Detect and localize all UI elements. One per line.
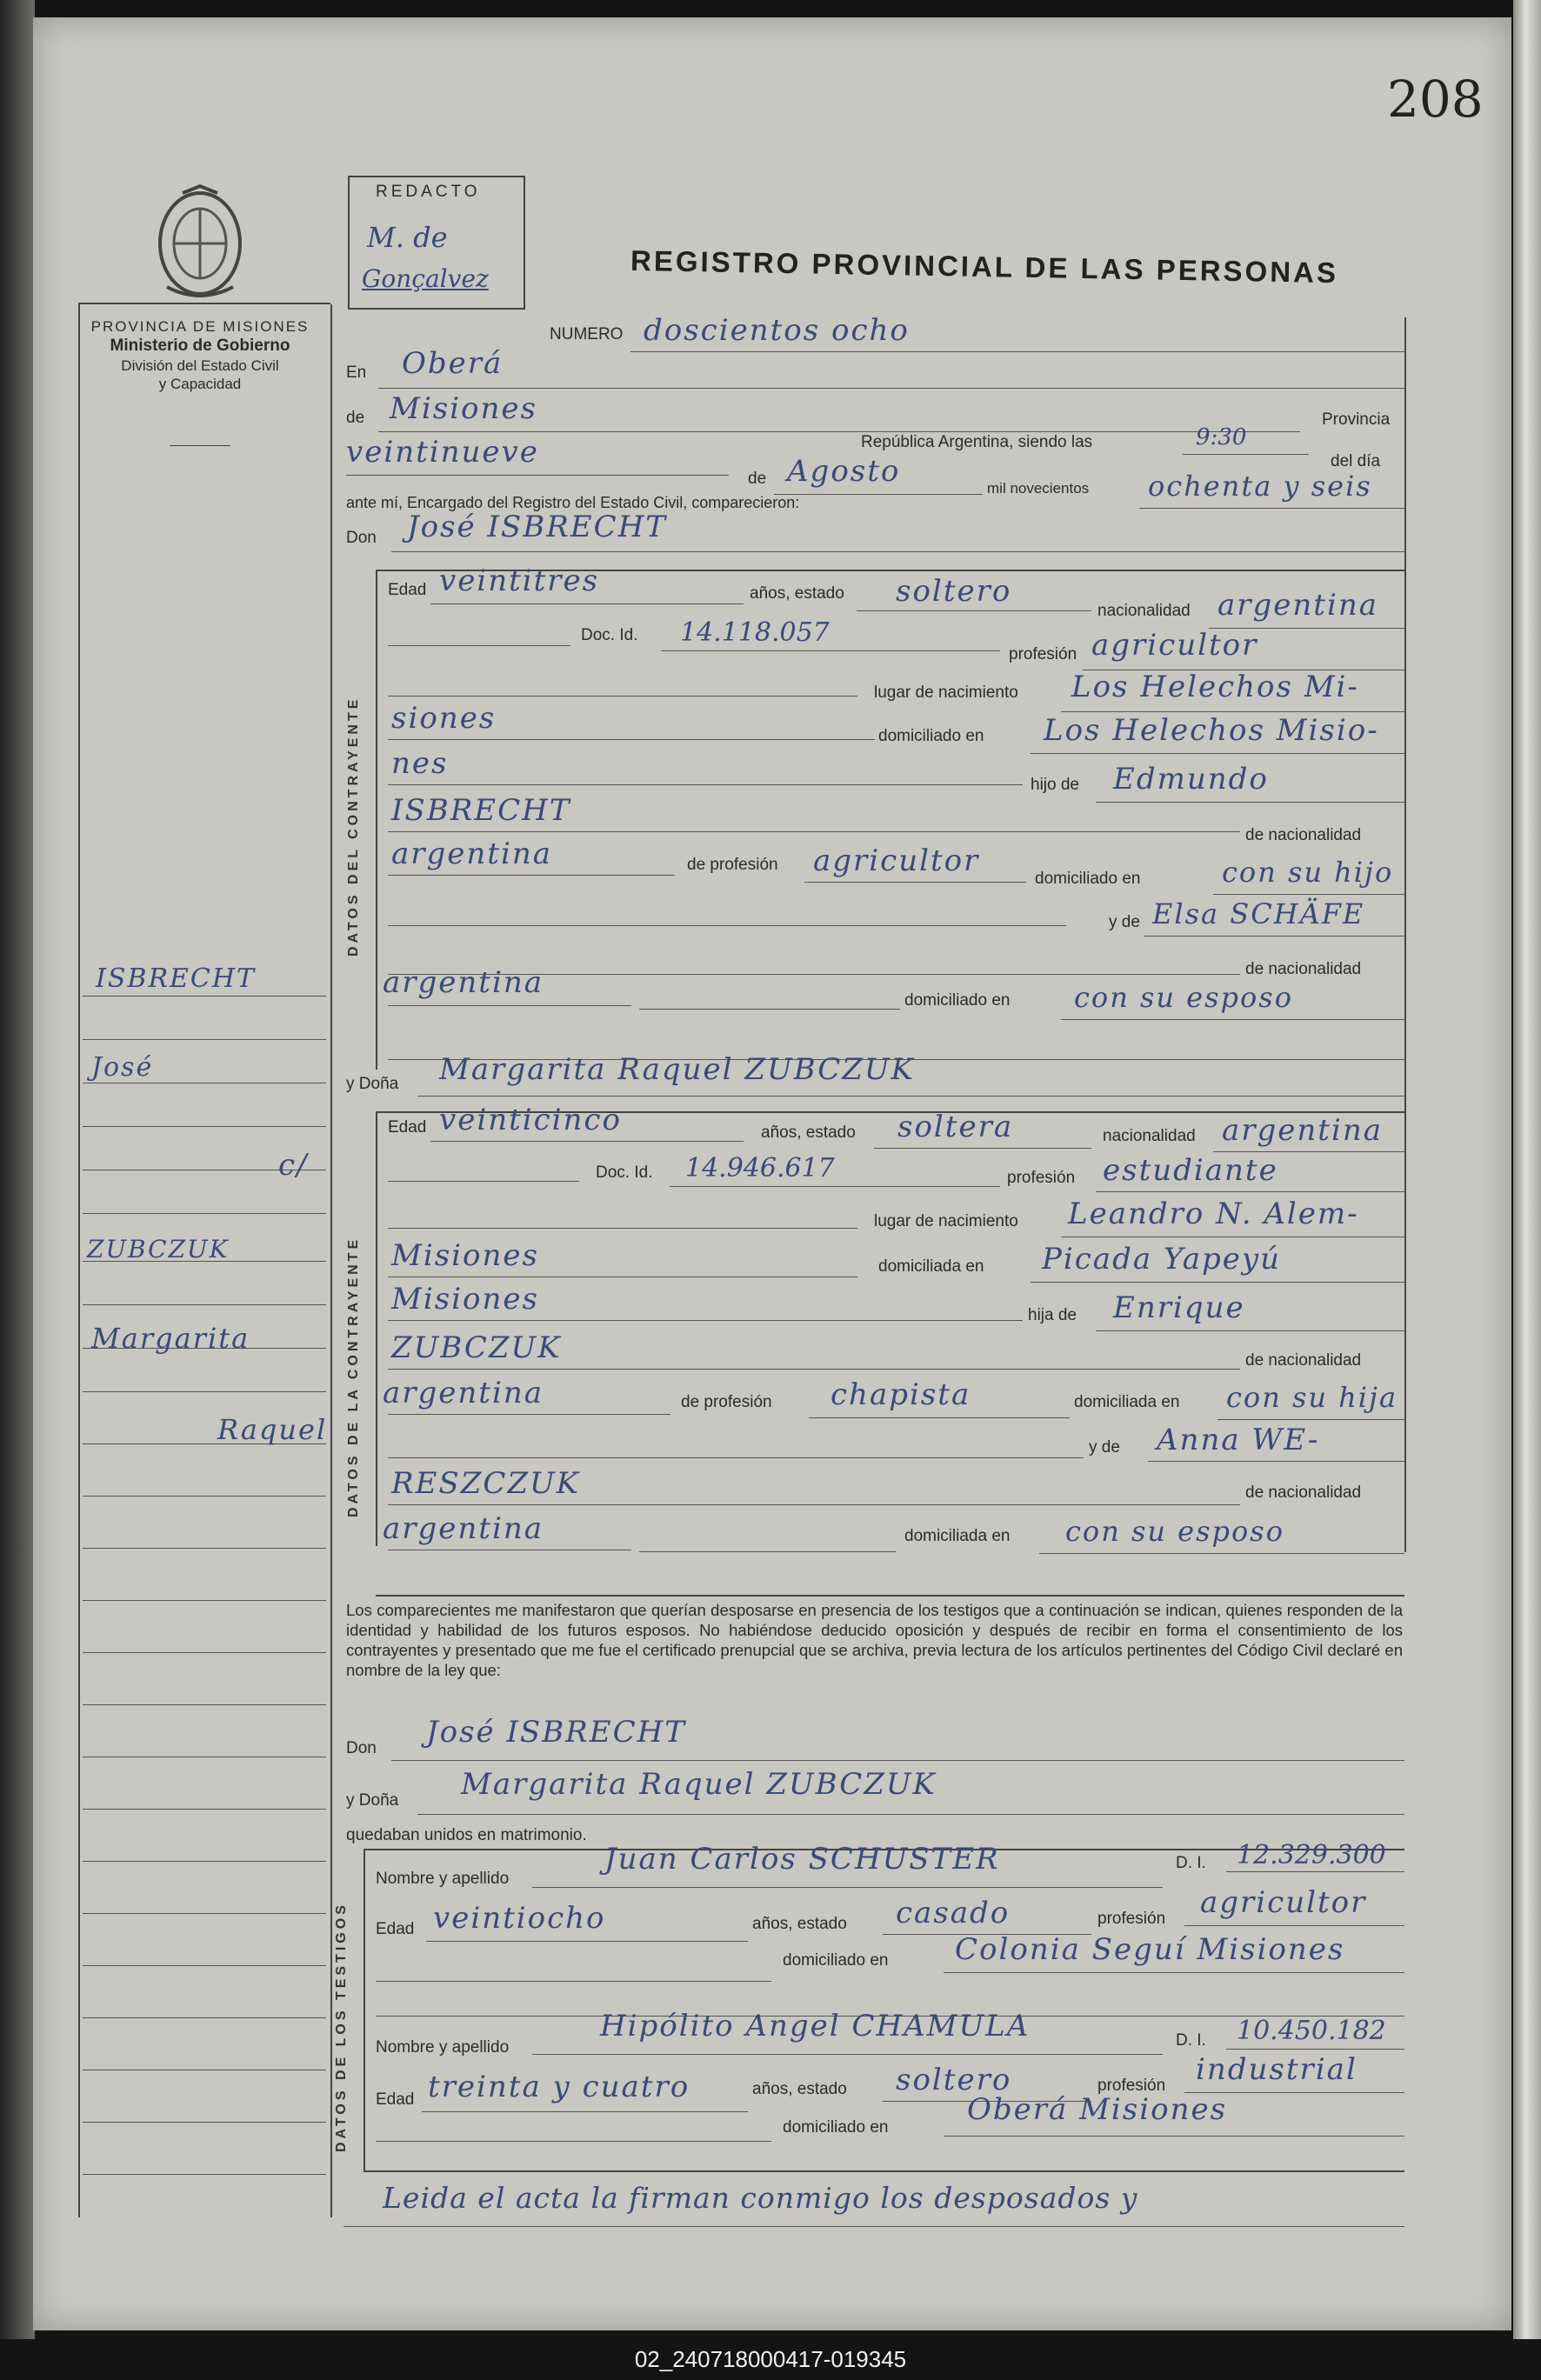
c1-padre-nac-value: argentina: [391, 837, 553, 871]
don-label: Don: [346, 529, 377, 547]
image-caption: 02_240718000417-019345: [634, 2346, 907, 2372]
c2-madre-value-2: RESZCZUK: [391, 1466, 581, 1501]
decl-don-value: José ISBRECHT: [426, 1715, 686, 1750]
c2-madre-dom-value: con su esposo: [1065, 1515, 1284, 1548]
c2-padre-prof-value: chapista: [831, 1377, 971, 1412]
c2-domicilio-value-1: Picada Yapeyú: [1042, 1242, 1281, 1277]
closing-text: Leida el acta la firman conmigo los desposados y: [383, 2181, 1138, 2215]
don-value: José ISBRECHT: [407, 510, 667, 544]
t2-nombre-value: Hipólito Angel CHAMULA: [600, 2009, 1031, 2043]
c2-padre-value-1: Enrique: [1113, 1290, 1245, 1325]
c1-padre-dom-value: con su hijo: [1222, 856, 1394, 889]
provincia-label: Provincia: [1322, 410, 1391, 429]
redacto-hand-2: Gonçalvez: [362, 264, 489, 293]
c1-lugar-value-1: Los Helechos Mi-: [1071, 670, 1359, 704]
c2-lugar-label: lugar de nacimiento: [874, 1212, 1018, 1230]
coat-of-arms-seal: [148, 183, 252, 304]
province-rule: [170, 445, 230, 446]
c1-padre-value-2: ISBRECHT: [391, 793, 571, 828]
t1-estado-label: años, estado: [752, 1915, 847, 1933]
section2-bottom-rule: [376, 1595, 1404, 1597]
margin-note-name-3: Raquel: [217, 1413, 328, 1446]
redacto-label: REDACTO: [376, 183, 481, 201]
c2-padre-dom-label: domiciliada en: [1074, 1393, 1180, 1411]
del-dia-label: del día: [1331, 452, 1381, 470]
t2-edad-value: treinta y cuatro: [428, 2070, 690, 2104]
t2-edad-label: Edad: [376, 2090, 415, 2109]
redacto-hand-1: M. de: [367, 221, 448, 254]
c1-madre-nac-label: de nacionalidad: [1245, 960, 1362, 978]
provincia-value: Misiones: [390, 391, 537, 426]
t1-di-value: 12.329.300: [1237, 1840, 1386, 1870]
c2-nac-value: argentina: [1222, 1113, 1384, 1148]
c1-padre-prof-value: agricultor: [813, 843, 980, 878]
t1-dom-label: domiciliado en: [783, 1951, 889, 1970]
numero-value: doscientos ocho: [644, 313, 910, 348]
mes-value: Agosto: [787, 454, 901, 489]
c2-doc-value: 14.946.617: [685, 1153, 835, 1183]
c1-madre-nac-value: argentina: [383, 965, 544, 1000]
t1-estado-value: casado: [896, 1896, 1011, 1930]
hora-value: 9:30: [1196, 424, 1247, 450]
t2-estado-label: años, estado: [752, 2080, 847, 2098]
t2-profesion-value: industrial: [1196, 2052, 1358, 2087]
t2-dom-value: Oberá Misiones: [967, 2092, 1228, 2127]
c1-domicilio-label: domiciliado en: [878, 727, 984, 745]
c1-edad-label: Edad: [388, 581, 427, 599]
margin-column-left-rule: [78, 304, 80, 2217]
t2-di-value: 10.450.182: [1237, 2016, 1386, 2046]
dona-label: y Doña: [346, 1075, 399, 1093]
c2-padre-dom-value: con su hija: [1226, 1381, 1398, 1414]
declaration-text: Los comparecientes me manifestaron que querían desposarse en presencia de los testigos que a continuación se indican, quienes responden de la identidad y habilidad de los futuros esposos. No habiéndose deducido oposición y después de recibir en forma el consentimiento de los contrayentes y presentado que me fue el certificado prenupcial que se archiva, previa lectura de los artículos pertinentes del Código Civil declaré en nombre de la ley que:: [346, 1601, 1403, 1679]
margin-note-surname-1: ISBRECHT: [96, 963, 257, 994]
section1-label: DATOS DEL CONTRAYENTE: [346, 696, 361, 957]
c2-madre-value-1: Anna WE-: [1157, 1423, 1320, 1457]
c2-doc-label: Doc. Id.: [596, 1163, 653, 1182]
c2-madre-nac-label: de nacionalidad: [1245, 1483, 1362, 1502]
t1-dom-value: Colonia Seguí Misiones: [955, 1932, 1345, 1967]
c1-profesion-value: agricultor: [1091, 628, 1258, 663]
c2-de-nac-label: de nacionalidad: [1245, 1351, 1362, 1370]
c2-edad-value: veinticinco: [439, 1103, 622, 1137]
section3-bottom-rule: [364, 2170, 1404, 2172]
c2-estado-label: años, estado: [761, 1123, 856, 1142]
section3-left-rule: [364, 1849, 365, 2170]
redacto-box: [348, 176, 525, 310]
c2-padre-nac-value: argentina: [383, 1376, 544, 1410]
t1-profesion-label: profesión: [1097, 1910, 1166, 1928]
c1-madre-value: Elsa SCHÄFE: [1152, 897, 1365, 930]
margin-note-connector: c/: [278, 1148, 309, 1183]
decl-dona-label: y Doña: [346, 1791, 399, 1810]
c1-edad-value: veintitres: [439, 563, 600, 598]
en-value: Oberá: [402, 346, 504, 381]
c2-estado-value: soltera: [897, 1110, 1014, 1144]
c1-madre-dom-label: domiciliado en: [904, 991, 1011, 1010]
province-line: PROVINCIA DE MISIONES: [90, 318, 310, 335]
c1-y-de-label: y de: [1109, 913, 1140, 931]
margin-note-name-2: Margarita: [91, 1322, 250, 1355]
decl-don-label: Don: [346, 1739, 377, 1757]
c1-nac-label: nacionalidad: [1097, 602, 1191, 620]
c1-estado-label: años, estado: [750, 584, 844, 603]
book-binding-right: [1513, 0, 1541, 2339]
t1-nombre-value: Juan Carlos SCHUSTER: [604, 1842, 1000, 1877]
c1-padre-dom-label: domiciliado en: [1035, 870, 1141, 888]
t2-di-label: D. I.: [1176, 2031, 1206, 2050]
c2-y-de-label: y de: [1089, 1438, 1120, 1457]
section2-left-rule: [376, 1111, 377, 1546]
republica-label: República Argentina, siendo las: [861, 433, 1093, 451]
dona-value: Margarita Raquel ZUBCZUK: [439, 1052, 915, 1087]
c1-doc-label: Doc. Id.: [581, 626, 638, 644]
c2-profesion-label: profesión: [1007, 1169, 1076, 1187]
ante-label: ante mí, Encargado del Registro del Estado Civil, comparecieron:: [346, 494, 800, 511]
t1-nombre-label: Nombre y apellido: [376, 1870, 510, 1888]
c2-profesion-value: estudiante: [1103, 1153, 1278, 1188]
c1-profesion-label: profesión: [1009, 645, 1077, 663]
de2-label: de: [748, 470, 767, 488]
mil-label: mil novecientos: [987, 480, 1090, 497]
margin-note-name-1: José: [91, 1052, 154, 1083]
c2-nac-label: nacionalidad: [1103, 1127, 1196, 1145]
t1-edad-label: Edad: [376, 1920, 415, 1938]
t1-edad-value: veintiocho: [433, 1901, 606, 1936]
c1-domicilio-value-2: nes: [391, 746, 449, 781]
c1-padre-value-1: Edmundo: [1113, 762, 1269, 797]
c2-hija-label: hija de: [1028, 1306, 1077, 1324]
c1-estado-value: soltero: [896, 574, 1012, 609]
section1-left-rule: [376, 570, 377, 1070]
t2-dom-label: domiciliado en: [783, 2118, 889, 2137]
anio-value: ochenta y seis: [1148, 470, 1372, 503]
c1-nac-value: argentina: [1217, 588, 1379, 623]
province-block: [70, 317, 330, 394]
c1-lugar-value-2: siones: [391, 701, 497, 736]
decl-dona-value: Margarita Raquel ZUBCZUK: [461, 1767, 937, 1802]
c1-lugar-label: lugar de nacimiento: [874, 683, 1018, 702]
quedaban-text: quedaban unidos en matrimonio.: [346, 1826, 587, 1844]
c1-madre-dom-value: con su esposo: [1074, 981, 1293, 1014]
capacity-line: y Capacidad: [158, 376, 242, 393]
t2-estado-value: soltero: [896, 2063, 1012, 2097]
division-line: División del Estado Civil: [121, 357, 279, 374]
dia-value: veintinueve: [346, 435, 539, 470]
margin-column-top-rule: [78, 303, 330, 304]
t2-profesion-label: profesión: [1097, 2077, 1166, 2095]
c2-madre-dom-label: domiciliada en: [904, 1527, 1011, 1545]
de-label: de: [346, 409, 365, 427]
ministry-line: Ministerio de Gobierno: [110, 337, 290, 356]
c1-hijo-label: hijo de: [1031, 776, 1079, 794]
register-title: REGISTRO PROVINCIAL DE LAS PERSONAS: [630, 243, 1339, 290]
c2-padre-value-2: ZUBCZUK: [391, 1330, 562, 1365]
section3-label: DATOS DE LOS TESTIGOS: [334, 1902, 349, 2152]
t1-di-label: D. I.: [1176, 1854, 1206, 1872]
c1-de-prof-label: de profesión: [687, 856, 778, 874]
c1-de-nac-label: de nacionalidad: [1245, 826, 1362, 844]
c1-domicilio-value-1: Los Helechos Misio-: [1044, 713, 1379, 748]
c2-lugar-value-2: Misiones: [391, 1238, 539, 1273]
margin-column-right-rule: [330, 304, 332, 2217]
en-label: En: [346, 363, 367, 382]
c2-madre-nac-value: argentina: [383, 1511, 544, 1546]
section2-label: DATOS DE LA CONTRAYENTE: [346, 1236, 361, 1517]
c1-doc-value: 14.118.057: [680, 617, 830, 648]
margin-note-surname-2: ZUBCZUK: [87, 1235, 230, 1263]
c2-domicilio-label: domiciliada en: [878, 1257, 984, 1276]
c2-de-prof-label: de profesión: [681, 1393, 772, 1411]
t1-profesion-value: agricultor: [1200, 1885, 1367, 1920]
form-right-rule: [1404, 317, 1406, 1552]
c2-lugar-value-1: Leandro N. Alem-: [1068, 1197, 1359, 1231]
book-binding-left: [0, 0, 35, 2339]
c2-domicilio-value-2: Misiones: [391, 1282, 539, 1317]
t2-nombre-label: Nombre y apellido: [376, 2038, 510, 2057]
page-number: 208: [1387, 70, 1484, 129]
numero-label: NUMERO: [550, 325, 624, 343]
c2-edad-label: Edad: [388, 1118, 427, 1137]
